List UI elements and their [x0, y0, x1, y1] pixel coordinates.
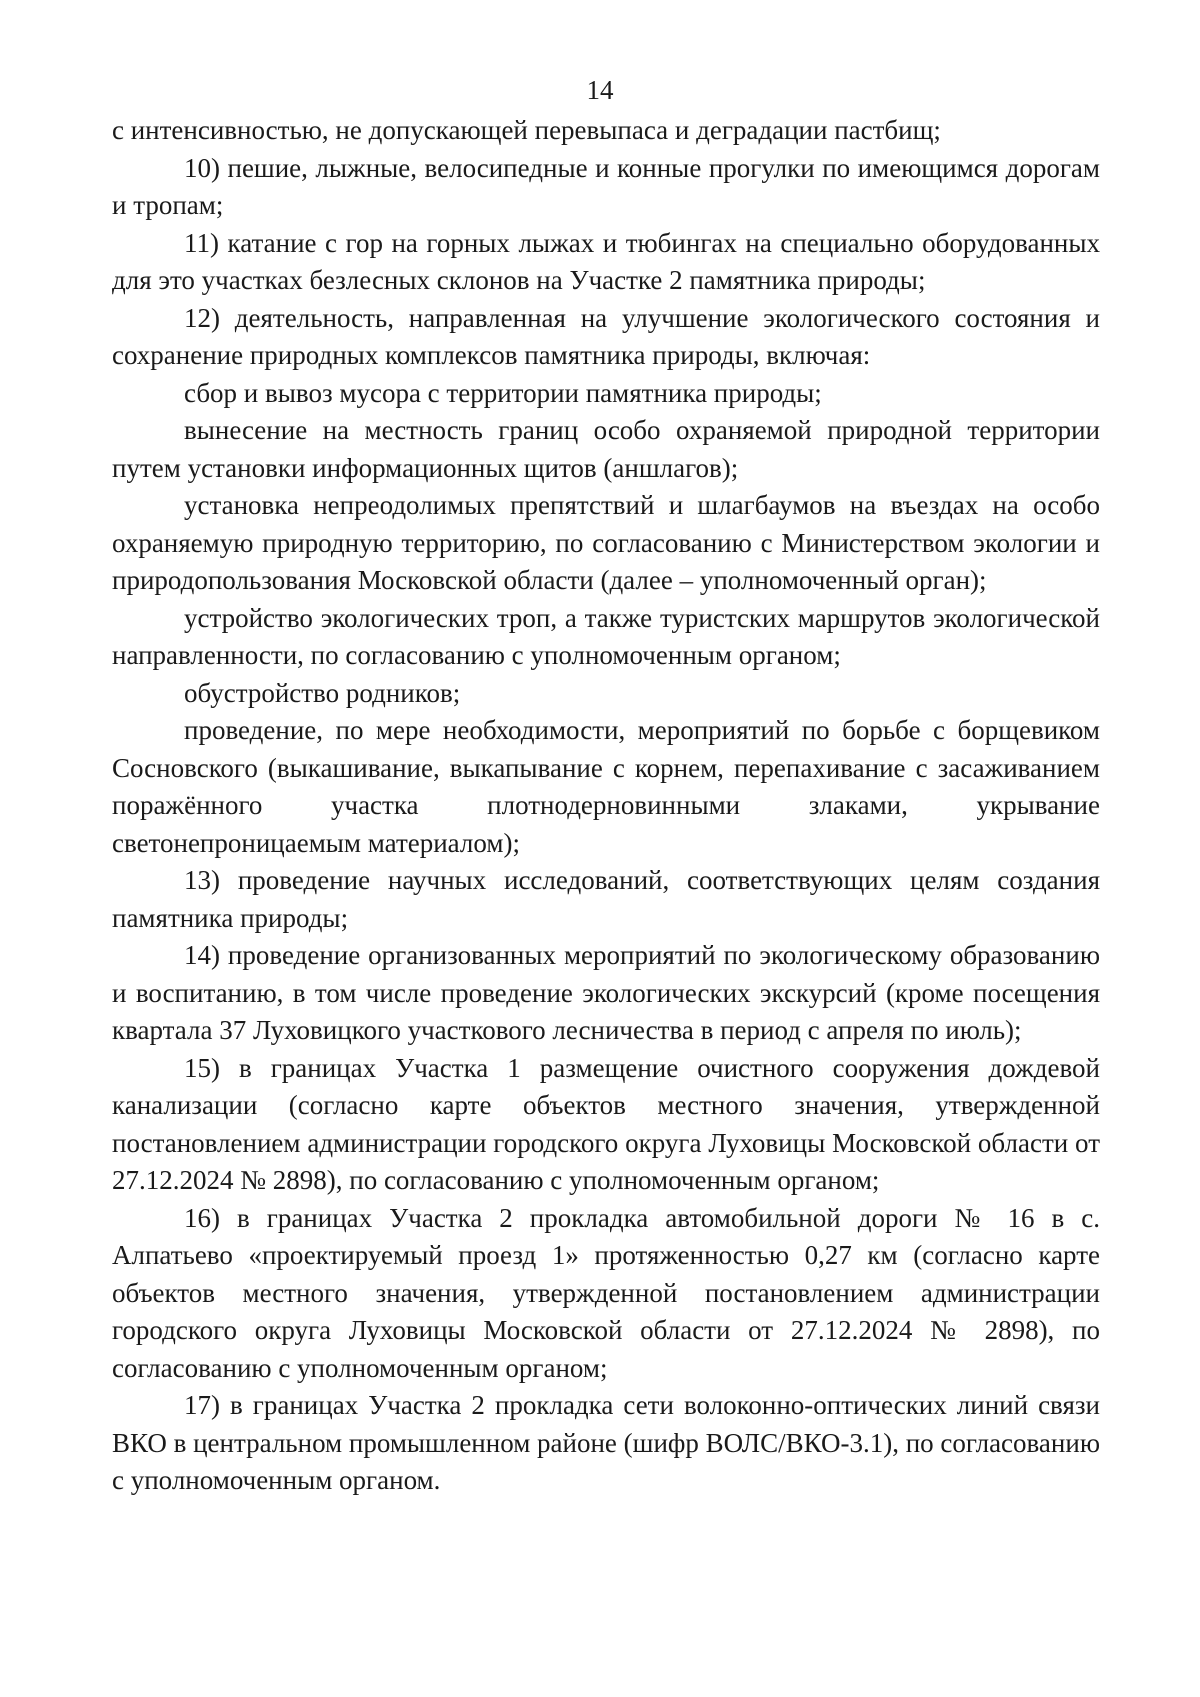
paragraph-subitem-boundaries: вынесение на местность границ особо охраняемой природной территории путем установки информационных щитов (аншлагов);	[112, 415, 1100, 483]
paragraph-subitem-trails: устройство экологических троп, а также туристских маршрутов экологической направленности, по согласованию с уполномоченным органом;	[112, 602, 1100, 670]
page-number: 14	[586, 75, 614, 105]
paragraph-item-14: 14) проведение организованных мероприятий по экологическому образованию и воспитанию, в том числе проведение экологических экскурсий (кроме посещения квартала 37 Луховицкого участкового лесничества в период с апреля по июль);	[112, 940, 1100, 1045]
paragraph-item-17: 17) в границах Участка 2 прокладка сети волоконно-оптических линий связи ВКО в центральном промышленном районе (шифр ВОЛС/ВКО-3.1), по согласованию с уполномоченным органом.	[112, 1390, 1100, 1495]
paragraph-subitem-garbage: сбор и вывоз мусора с территории памятника природы;	[184, 377, 822, 408]
paragraph-item-16: 16) в границах Участка 2 прокладка автомобильной дороги № 16 в с. Алпатьево «проектируемый проезд 1» протяженностью 0,27 км (согласно карте объектов местного значения, утвержденной постановлением администрации городского округа Луховицы Московской области от 27.12.2024 № 2898), по согласованию с уполномоченным органом;	[112, 1202, 1100, 1383]
paragraph-item-15: 15) в границах Участка 1 размещение очистного сооружения дождевой канализации (согласно карте объектов местного значения, утвержденной постановлением администрации городского округа Луховицы Московской области от 27.12.2024 № 2898), по согласованию с уполномоченным органом;	[112, 1052, 1100, 1195]
paragraph-item-13: 13) проведение научных исследований, соответствующих целям создания памятника природы;	[112, 865, 1100, 933]
paragraph-item-10: 10) пешие, лыжные, велосипедные и конные прогулки по имеющимся дорогам и тропам;	[112, 152, 1100, 220]
paragraph-subitem-barriers: установка непреодолимых препятствий и шлагбаумов на въездах на особо охраняемую природную территорию, по согласованию с Министерством экологии и природопользования Московской области (далее – уполномоченный орган);	[112, 490, 1100, 595]
document-body	[112, 112, 1100, 1500]
paragraph-item-12: 12) деятельность, направленная на улучшение экологического состояния и сохранение природных комплексов памятника природы, включая:	[112, 302, 1100, 370]
paragraph-item-11: 11) катание с гор на горных лыжах и тюбингах на специально оборудованных для это участках безлесных склонов на Участке 2 памятника природы;	[112, 227, 1100, 295]
paragraph-subitem-springs: обустройство родников;	[184, 677, 461, 708]
paragraph-continuation: с интенсивностью, не допускающей перевыпаса и деградации пастбищ;	[112, 115, 941, 145]
paragraph-subitem-hogweed: проведение, по мере необходимости, мероприятий по борьбе с борщевиком Сосновского (выкашивание, выкапывание с корнем, перепахивание с засаживанием поражённого участка плотнодерновинными злаками, укрывание светонепроницаемым материалом);	[112, 715, 1100, 858]
